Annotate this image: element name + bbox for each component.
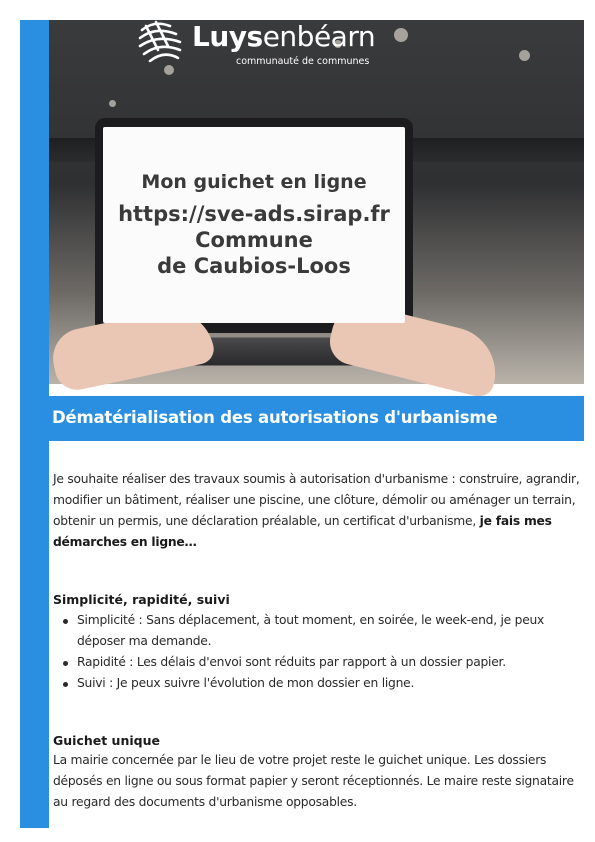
benefits-list xyxy=(53,610,583,694)
left-accent-bar xyxy=(20,20,49,828)
screen-title: Mon guichet en ligne xyxy=(141,171,367,194)
logo-subtitle: communauté de communes xyxy=(236,56,370,67)
title-band xyxy=(49,396,584,441)
screen-commune-name: de Caubios-Loos xyxy=(157,253,351,278)
screen-url: https://sve-ads.sirap.fr xyxy=(118,201,390,226)
list-item: Simplicité : Sans déplacement, à tout moment, en soirée, le week-end, je peux déposer ma demande. xyxy=(53,610,583,652)
list-item: Rapidité : Les délais d'envoi sont réduits par rapport à un dossier papier. xyxy=(53,652,583,673)
logo xyxy=(136,14,396,70)
bokeh-light xyxy=(109,100,116,107)
section1-heading: Simplicité, rapidité, suivi xyxy=(53,592,230,607)
section2-heading: Guichet unique xyxy=(53,733,160,748)
bokeh-light xyxy=(394,28,408,42)
list-item: Suivi : Je peux suivre l'évolution de mon dossier en ligne. xyxy=(53,673,583,694)
luysenbearn-logo-mark-icon xyxy=(136,16,186,66)
bokeh-light xyxy=(519,50,530,61)
intro-text: Je souhaite réaliser des travaux soumis à autorisation d'urbanisme : construire, agrandir, modifier un bâtiment, réaliser une piscine, une clôture, démolir ou aménager un terrain, obtenir un permis, une déclaration préalable, un certificat d'urbanisme, xyxy=(53,472,580,528)
laptop-screen xyxy=(103,127,405,323)
intro-paragraph xyxy=(53,469,583,553)
section2-paragraph: La mairie concernée par le lieu de votre projet reste le guichet unique. Les dossiers déposés en ligne ou sous format papier y seront réceptionnés. Le maire reste signataire au regard des documents d'urbanisme opposables. xyxy=(53,753,574,809)
intro-emphasis: je fais mes démarches en ligne… xyxy=(53,514,552,549)
section-title: Dématérialisation des autorisations d'urbanisme xyxy=(52,408,498,427)
logo-wordmark: Luysenbéarn xyxy=(192,20,376,53)
screen-commune-label: Commune xyxy=(195,227,313,252)
